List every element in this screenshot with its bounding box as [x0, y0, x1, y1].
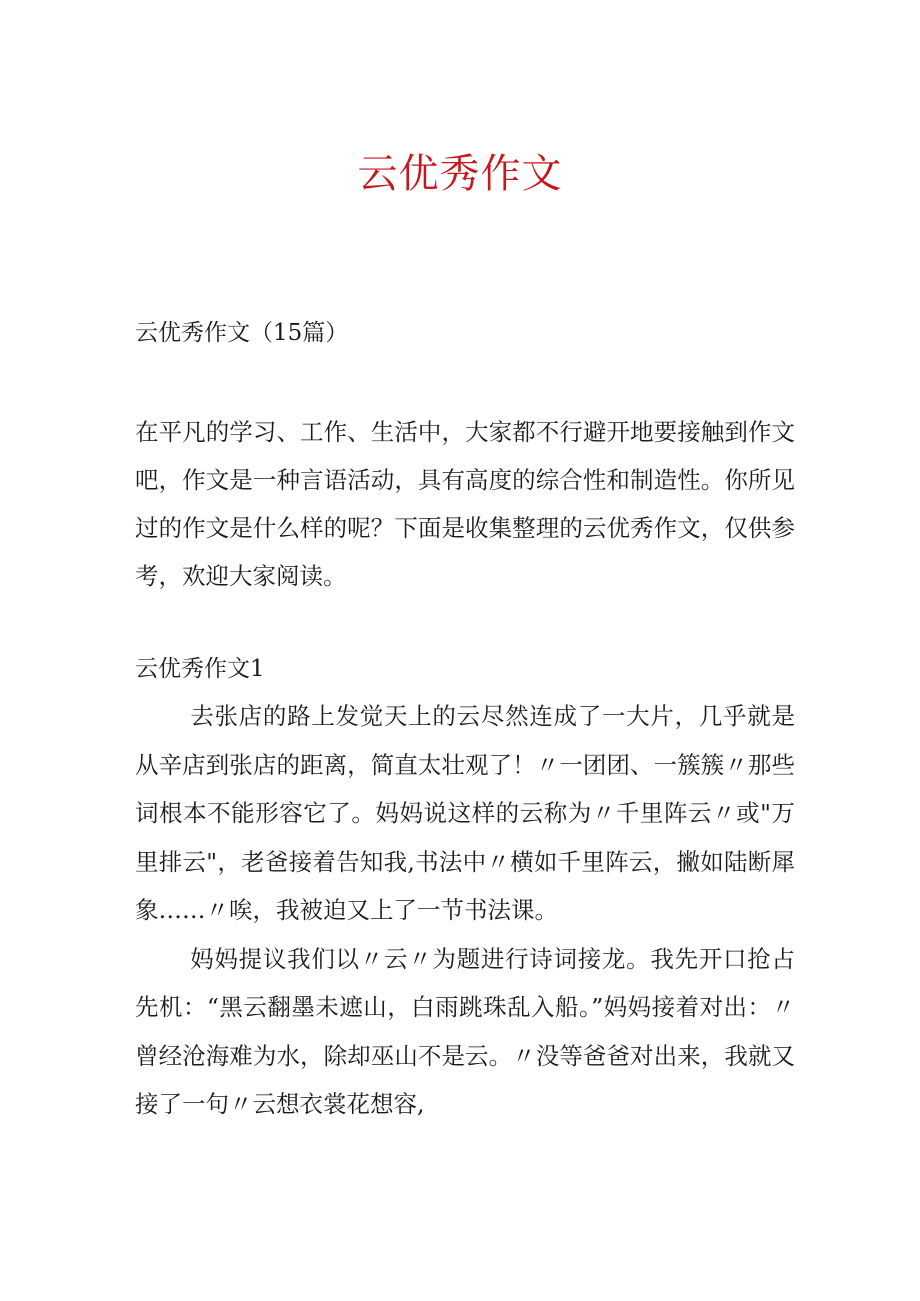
essay-paragraph-2: 妈妈提议我们以〃云〃为题进行诗词接龙。我先开口抢占先机：“黑云翻墨未遮山，白雨跳珠乱入船。”妈妈接着对出：〃曾经沧海难为水，除却巫山不是云。〃没等爸爸对出来，我就又接了一句〃云想衣裳花想容,: [135, 944, 795, 1118]
section-heading: 云优秀作文1: [135, 656, 265, 682]
document-title: 云优秀作文: [357, 151, 563, 197]
document-subtitle: 云优秀作文（15篇）: [135, 320, 349, 346]
essay-body: [135, 692, 795, 1129]
essay-paragraph-1: 去张店的路上发觉天上的云尽然连成了一大片，几乎就是从辛店到张店的距离，简直太壮观了！〃一团团、一簇簇〃那些词根本不能形容它了。妈妈说这样的云称为〃千里阵云〃或"万里排云"，老爸接着告知我,书法中〃横如千里阵云，撇如陆断犀象……〃唉，我被迫又上了一节书法课。: [135, 702, 795, 924]
intro-paragraph: 在平凡的学习、工作、生活中，大家都不行避开地要接触到作文吧，作文是一种言语活动，具有高度的综合性和制造性。你所见过的作文是什么样的呢？下面是收集整理的云优秀作文，仅供参考，欢迎大家阅读。: [135, 418, 795, 590]
